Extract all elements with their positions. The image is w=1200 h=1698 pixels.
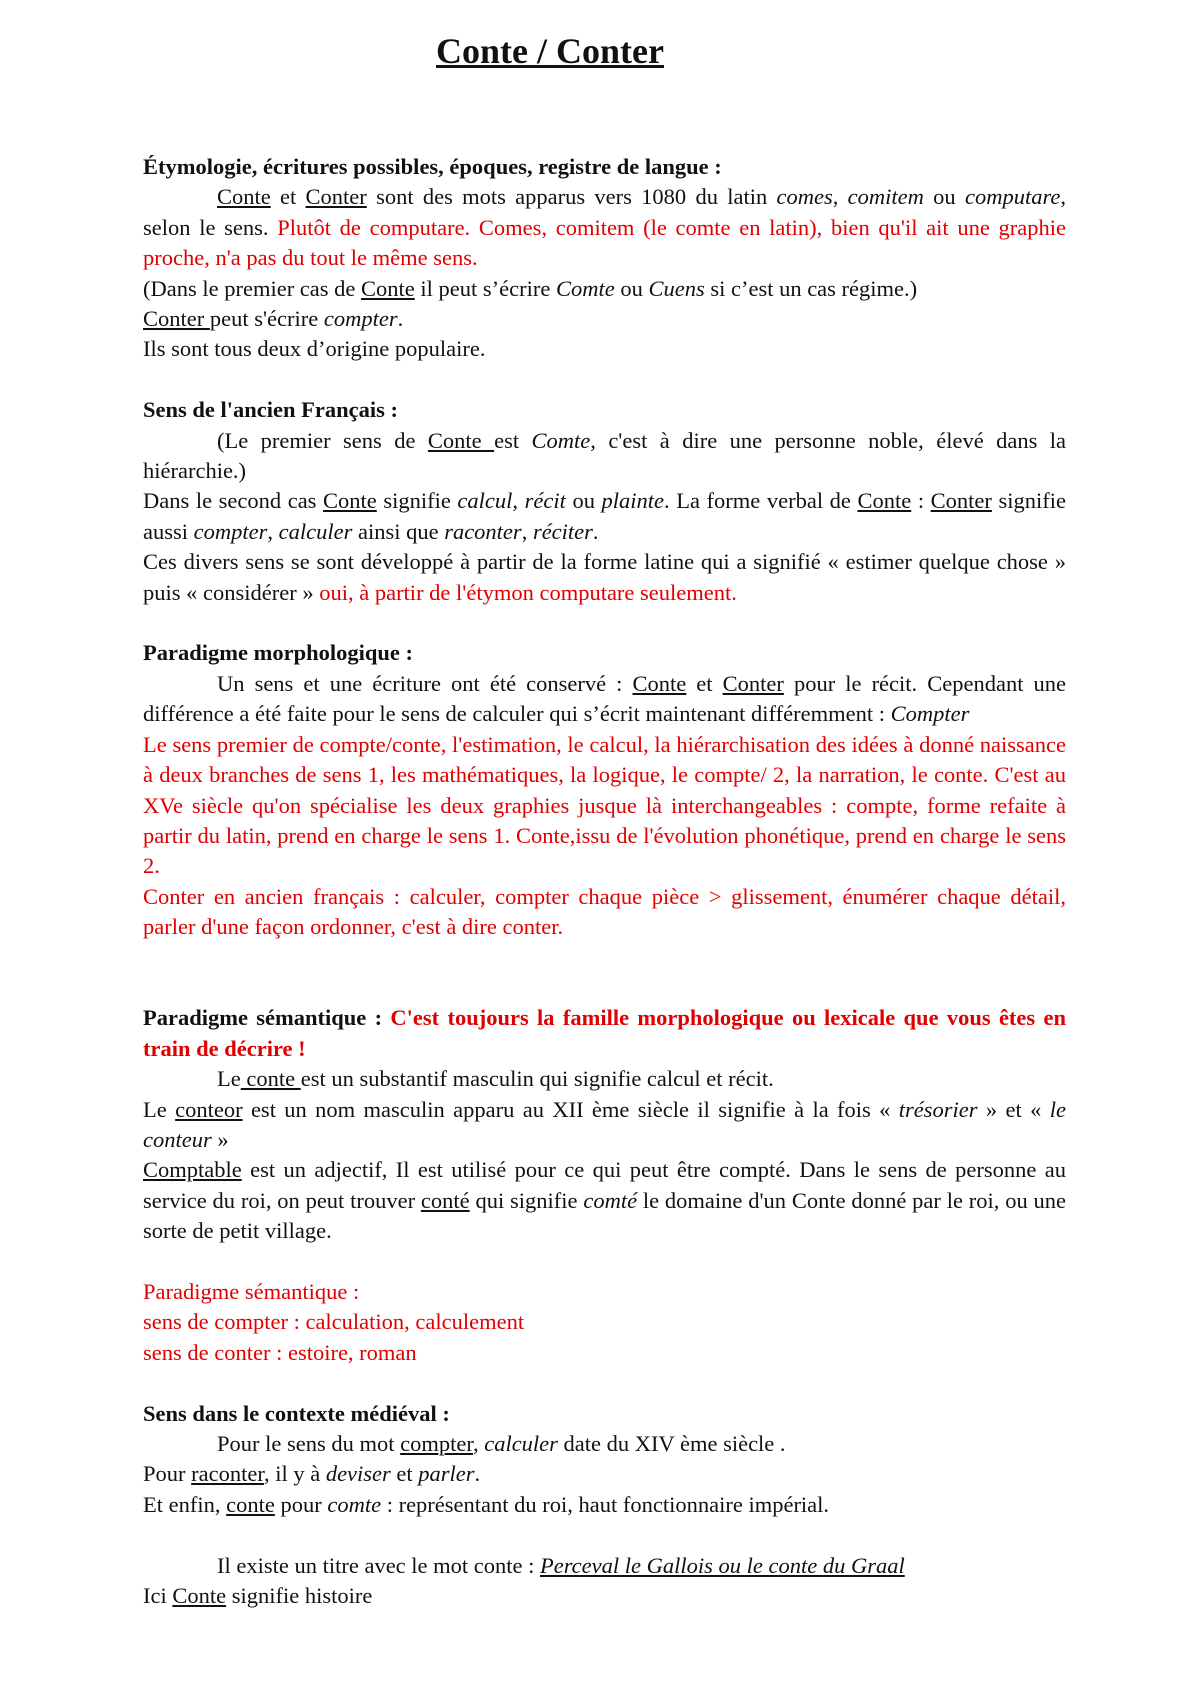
word-comte: Comte bbox=[555, 275, 615, 301]
text-fragment: si c’est un cas régime.) bbox=[704, 275, 918, 301]
text-fragment: , bbox=[512, 488, 525, 514]
section-heading-etymologie: Étymologie, écritures possibles, époques, registre de langue : bbox=[143, 154, 722, 179]
text-fragment: est un nom masculin apparu au XII ème siècle il signifie à la fois « bbox=[242, 1096, 899, 1122]
page-title: Conte / Conter bbox=[436, 31, 664, 71]
word-comte: comte bbox=[327, 1491, 382, 1517]
medieval-paragraph bbox=[143, 1459, 1066, 1489]
word-conter: Conter bbox=[143, 306, 210, 332]
text-fragment: Il existe un titre avec le mot conte : bbox=[217, 1552, 541, 1578]
word-calculer: calculer bbox=[484, 1430, 558, 1456]
text-fragment: Ces divers sens se sont développé à partir de la forme latine qui a signifié « estimer quelque chose » puis « considérer » bbox=[143, 549, 1066, 605]
teacher-comment-line: sens de compter : calculation, calculement bbox=[143, 1309, 525, 1335]
section-heading-morphologique: Paradigme morphologique : bbox=[143, 640, 413, 666]
word-conter: Conter bbox=[722, 670, 784, 696]
text-fragment: et bbox=[270, 184, 306, 210]
text-fragment: . La forme verbal de bbox=[664, 488, 858, 514]
teacher-comment: Le sens premier de compte/conte, l'estimation, le calcul, la hiérarchisation des idées à donné naissance à deux branches de sens 1, les mathématiques, la logique, le compte/ 2, la narration, le conte. C'est au XVe siècle qu'on spécialise les deux graphies jusque là interchangeables : compte, forme refaite à partir du latin, prend en charge le sens 1. Conte,issu de l'évolution phonétique, prend en charge le sens 2. bbox=[143, 731, 1066, 879]
text-fragment: . bbox=[592, 518, 599, 544]
text-fragment: peut s'écrire bbox=[209, 306, 324, 332]
word-conte: conte bbox=[226, 1491, 275, 1517]
word-raconter: raconter bbox=[444, 518, 522, 544]
text-fragment: » et « bbox=[977, 1096, 1050, 1122]
medieval-paragraph bbox=[143, 1581, 1066, 1611]
semantique-heading-line bbox=[143, 1003, 1066, 1064]
etymologie-line bbox=[143, 304, 1066, 334]
word-plainte: plainte bbox=[601, 488, 665, 514]
text-fragment: ou bbox=[565, 488, 602, 514]
text-fragment: Pour bbox=[143, 1461, 192, 1487]
etymologie-line: Ils sont tous deux d’origine populaire. bbox=[143, 336, 486, 362]
text-fragment: . bbox=[397, 306, 404, 332]
word-cuens: Cuens bbox=[648, 275, 705, 301]
teacher-comment: Plutôt de computare. Comes, comitem (le comte en latin), bien qu'il ait une graphie proche, n'a pas du tout le même sens. bbox=[143, 214, 1066, 271]
ancien-paragraph bbox=[143, 547, 1066, 608]
word-calcul: calcul bbox=[457, 488, 513, 514]
teacher-comment-line: Paradigme sémantique : bbox=[143, 1278, 360, 1304]
word-conte: Conte bbox=[361, 275, 415, 301]
word-comte: Comte, bbox=[531, 427, 596, 453]
text-fragment: Ici bbox=[143, 1583, 173, 1608]
text-fragment: , bbox=[832, 184, 848, 210]
text-fragment: est un adjectif, Il est utilisé pour ce qui peut être compté. Dans le sens de personne au service du roi, on peut trouver bbox=[143, 1157, 1066, 1213]
teacher-comment: oui, à partir de l'étymon computare seulement. bbox=[319, 579, 737, 605]
word-raconter: raconter bbox=[191, 1461, 264, 1487]
text-fragment: : bbox=[911, 488, 931, 514]
text-fragment: sont des mots apparus vers 1080 du latin bbox=[366, 184, 777, 210]
text-fragment: Un sens et une écriture ont été conservé : bbox=[217, 670, 633, 696]
text-fragment: et bbox=[686, 670, 723, 696]
text-fragment: (Dans le premier cas de bbox=[143, 275, 362, 301]
text-fragment: signifie histoire bbox=[226, 1583, 373, 1608]
section-heading-medieval: Sens dans le contexte médiéval : bbox=[143, 1400, 450, 1426]
text-fragment: ou bbox=[923, 184, 965, 210]
word-conte: Conte bbox=[323, 488, 377, 514]
semantique-paragraph bbox=[143, 1095, 1066, 1156]
text-fragment: ainsi que bbox=[352, 518, 445, 544]
text-fragment: » bbox=[211, 1126, 229, 1152]
text-fragment: (Le premier sens de bbox=[217, 427, 428, 453]
word-recit: récit bbox=[524, 488, 566, 514]
latin-word: comes bbox=[776, 184, 833, 210]
medieval-paragraph bbox=[143, 1490, 1066, 1520]
word-conte: Conte bbox=[172, 1583, 227, 1608]
spacer bbox=[143, 1368, 1066, 1398]
text-fragment: il peut s’écrire bbox=[414, 275, 556, 301]
text-fragment: Le bbox=[217, 1066, 241, 1092]
book-title: Perceval le Gallois ou le conte du Graal bbox=[540, 1552, 905, 1578]
word-conte: Conte bbox=[217, 184, 271, 210]
word-conte: Conte bbox=[857, 488, 912, 514]
word-conte: conte bbox=[240, 1066, 301, 1092]
text-fragment: et bbox=[390, 1461, 419, 1487]
word-deviser: deviser bbox=[325, 1461, 391, 1487]
ancien-paragraph bbox=[143, 486, 1066, 547]
word-conte: Conte bbox=[427, 427, 495, 453]
text-fragment: est un substantif masculin qui signifie calcul et récit. bbox=[300, 1066, 774, 1092]
text-fragment: qui signifie bbox=[469, 1187, 584, 1213]
teacher-comment-line: sens de conter : estoire, roman bbox=[143, 1339, 417, 1365]
word-comptable: Comptable bbox=[143, 1157, 242, 1183]
document-body bbox=[143, 152, 1066, 1611]
word-compter: compter bbox=[323, 306, 398, 332]
text-fragment: , selon le sens. bbox=[143, 184, 1066, 240]
text-fragment: est bbox=[494, 427, 532, 453]
text-fragment: c'est à dire une personne noble, élevé dans la hiérarchie.) bbox=[143, 427, 1067, 484]
latin-word: comitem bbox=[847, 184, 924, 210]
text-fragment: , bbox=[267, 518, 279, 544]
word-le-conteur: le conteur bbox=[143, 1096, 1067, 1152]
spacer bbox=[143, 608, 1066, 638]
text-fragment: Et enfin, bbox=[143, 1491, 227, 1517]
text-fragment: signifie bbox=[376, 488, 458, 514]
latin-word: computare bbox=[964, 184, 1061, 210]
teacher-comment: Conter en ancien français : calculer, compter chaque pièce > glissement, énumérer chaque détail, parler d'une façon ordonner, c'est à dire conter. bbox=[143, 883, 1066, 940]
word-calculer: calculer bbox=[278, 518, 353, 544]
semantique-paragraph bbox=[143, 1155, 1066, 1246]
spacer bbox=[143, 1520, 1066, 1550]
word-compter: compter bbox=[193, 518, 268, 544]
text-fragment: , il y à bbox=[263, 1461, 326, 1487]
text-fragment: , bbox=[521, 518, 533, 544]
text-fragment: Dans le second cas bbox=[143, 488, 324, 514]
text-fragment: signifie aussi bbox=[143, 488, 1066, 544]
section-heading-ancien: Sens de l'ancien Français : bbox=[143, 397, 399, 423]
text-fragment: . bbox=[474, 1461, 481, 1487]
medieval-paragraph bbox=[143, 1551, 1066, 1581]
text-fragment: pour bbox=[274, 1491, 328, 1517]
text-fragment: Pour le sens du mot bbox=[217, 1430, 401, 1456]
text-fragment: ou bbox=[614, 275, 649, 301]
word-conte: Conte bbox=[632, 670, 687, 696]
spacer bbox=[143, 1247, 1066, 1277]
text-fragment: , bbox=[472, 1430, 485, 1456]
word-parler: parler bbox=[418, 1461, 475, 1487]
text-fragment: Le bbox=[143, 1096, 176, 1122]
morpho-paragraph bbox=[143, 669, 1066, 730]
word-compter: Compter bbox=[890, 701, 970, 727]
text-fragment: : représentant du roi, haut fonctionnaire impérial. bbox=[381, 1491, 830, 1517]
etymologie-line bbox=[143, 274, 1066, 304]
text-fragment: le domaine d'un Conte donné par le roi, ou une sorte de petit village. bbox=[143, 1187, 1066, 1244]
word-reciter: réciter bbox=[532, 518, 593, 544]
word-tresorier: trésorier bbox=[898, 1096, 978, 1122]
word-conter: Conter bbox=[930, 488, 992, 514]
text-fragment: pour le récit. Cependant une différence a été faite pour le sens de calculer qui s’écrit maintenant différemment : bbox=[143, 670, 1067, 727]
medieval-paragraph bbox=[143, 1429, 1066, 1459]
word-conter: Conter bbox=[305, 184, 367, 210]
semantique-paragraph bbox=[143, 1064, 1066, 1094]
word-conte-accent: conté bbox=[420, 1187, 470, 1213]
word-comte: comté bbox=[583, 1187, 638, 1213]
teacher-comment: C'est toujours la famille morphologique ou lexicale que vous êtes en train de décrire ! bbox=[143, 1005, 1066, 1061]
etymologie-paragraph bbox=[143, 182, 1066, 273]
spacer bbox=[143, 365, 1066, 395]
word-conteor: conteor bbox=[175, 1096, 243, 1122]
text-fragment: date du XIV ème siècle . bbox=[557, 1430, 786, 1456]
spacer bbox=[143, 943, 1066, 1004]
word-compter: compter bbox=[400, 1430, 473, 1456]
ancien-paragraph bbox=[143, 426, 1066, 487]
section-heading-semantique: Paradigme sémantique : bbox=[143, 1005, 391, 1031]
